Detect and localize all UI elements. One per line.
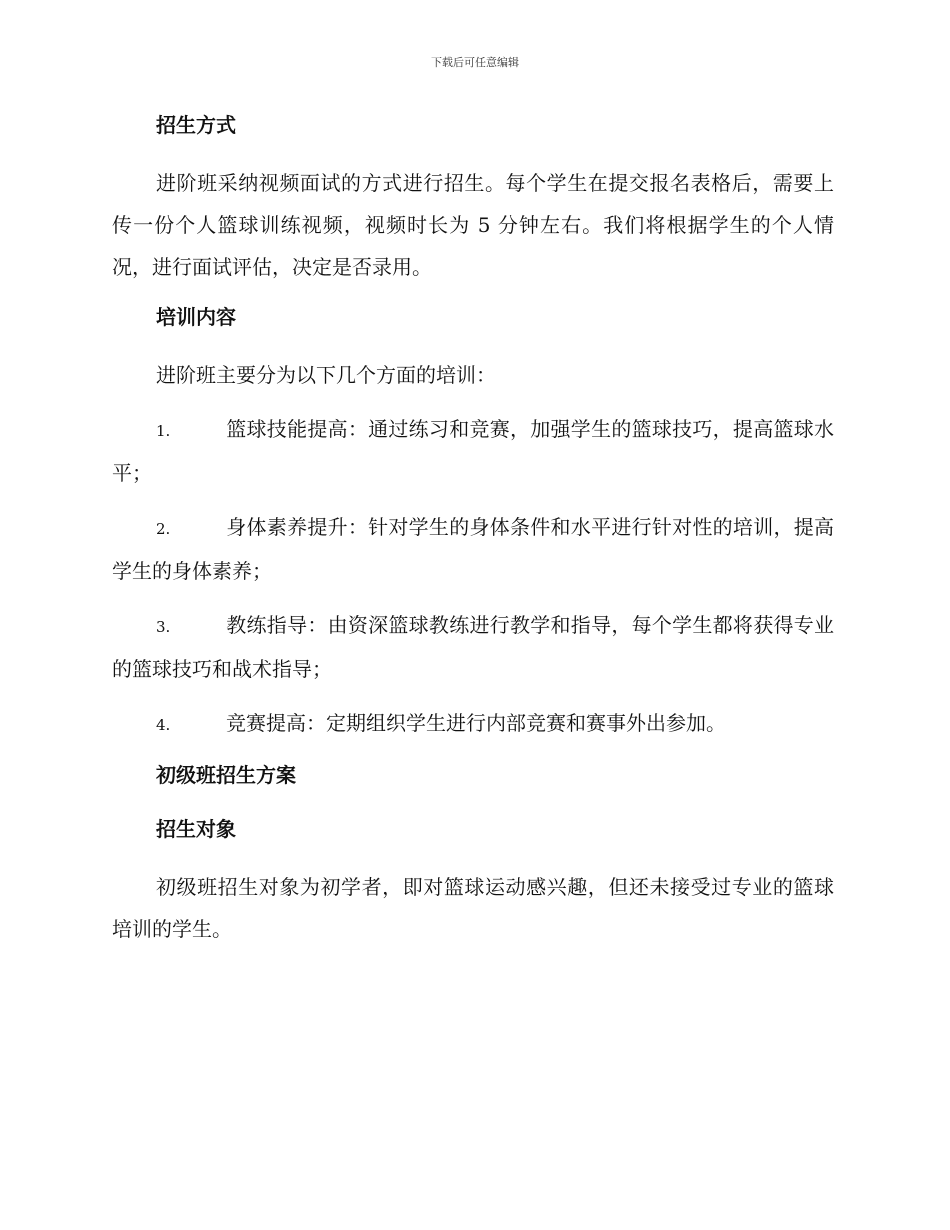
list-item-text: 身体素养提升：针对学生的身体条件和水平进行针对性的培训，提高学生的身体素养； xyxy=(112,515,834,583)
paragraph-training-intro: 进阶班主要分为以下几个方面的培训： xyxy=(156,363,496,387)
list-item-number: 4. xyxy=(156,716,171,734)
list-item-number: 3. xyxy=(156,618,171,636)
heading-enroll-method: 招生方式 xyxy=(156,113,236,137)
list-item-number: 1. xyxy=(156,422,171,440)
document-body xyxy=(112,108,834,962)
list-item xyxy=(112,408,834,494)
list-item-text: 篮球技能提高：通过练习和竞赛，加强学生的篮球技巧，提高篮球水平； xyxy=(112,417,834,485)
paragraph-enroll-target: 初级班招生对象为初学者，即对篮球运动感兴趣，但还未接受过专业的篮球培训的学生。 xyxy=(112,875,834,941)
list-item-text: 竞赛提高：定期组织学生进行内部竞赛和赛事外出参加。 xyxy=(226,711,726,735)
heading-training-content: 培训内容 xyxy=(156,305,236,329)
list-item xyxy=(112,506,834,592)
list-item xyxy=(112,604,834,690)
list-item xyxy=(112,702,834,746)
list-item-text: 教练指导：由资深篮球教练进行教学和指导，每个学生都将获得专业的篮球技巧和战术指导； xyxy=(112,613,834,681)
paragraph-enroll-method: 进阶班采纳视频面试的方式进行招生。每个学生在提交报名表格后，需要上传一份个人篮球训练视频，视频时长为 5 分钟左右。我们将根据学生的个人情况，进行面试评估，决定是否录用。 xyxy=(112,171,834,279)
heading-enroll-target: 招生对象 xyxy=(156,817,236,841)
page-header: 下载后可任意编辑 xyxy=(431,56,519,69)
heading-beginner-plan: 初级班招生方案 xyxy=(156,763,296,787)
list-item-number: 2. xyxy=(156,520,171,538)
